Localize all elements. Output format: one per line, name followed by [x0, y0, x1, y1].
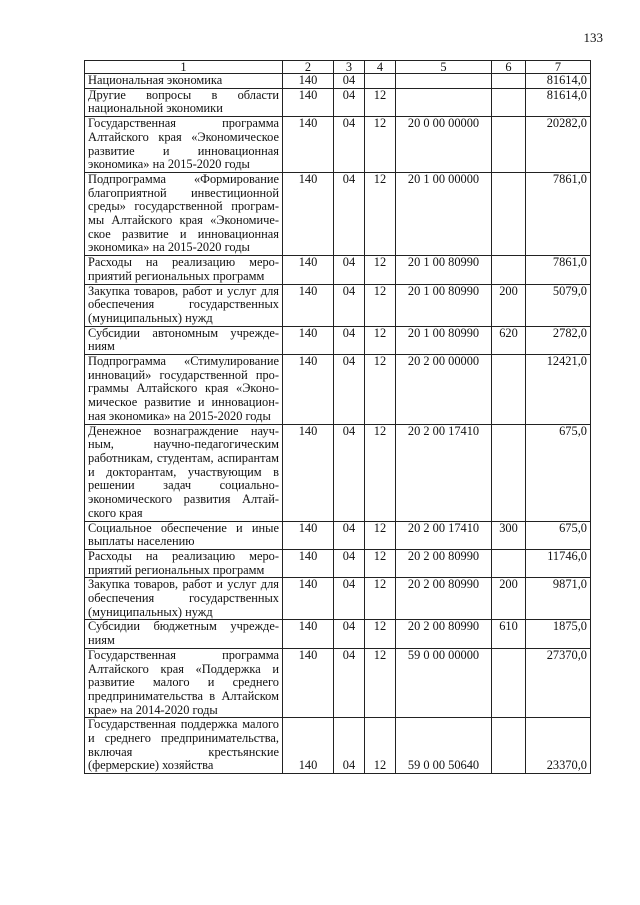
cell-sum: 9871,0	[526, 578, 591, 620]
cell-section: 04	[334, 117, 365, 173]
cell-section: 04	[334, 549, 365, 577]
table-row	[85, 521, 591, 549]
table-row	[85, 549, 591, 577]
cell-name: Подпрограмма «Формирование благоприятной инвестиционной среды» государственной программы Алтайского края «Экономическое развитие и инновационная экономика» на 2015-2020 годы	[85, 172, 283, 255]
cell-target: 59 0 00 50640	[396, 718, 492, 774]
table-row	[85, 326, 591, 354]
cell-expense-type	[492, 355, 526, 425]
cell-subsection	[365, 74, 396, 89]
cell-ministry: 140	[283, 355, 334, 425]
page-number: 133	[583, 30, 603, 45]
cell-expense-type: 300	[492, 521, 526, 549]
cell-sum: 20282,0	[526, 117, 591, 173]
cell-subsection: 12	[365, 326, 396, 354]
cell-name: Денежное вознаграждение научным, научно-педагогическим работникам, студентам, аспирантам и докторантам, участвующим в решении задач социально-экономического развития Алтайского края	[85, 424, 283, 521]
cell-expense-type	[492, 424, 526, 521]
cell-target: 20 2 00 80990	[396, 620, 492, 648]
cell-target: 20 2 00 80990	[396, 578, 492, 620]
cell-target: 20 2 00 17410	[396, 424, 492, 521]
cell-subsection: 12	[365, 88, 396, 116]
cell-expense-type	[492, 718, 526, 774]
cell-ministry: 140	[283, 718, 334, 774]
table-row	[85, 88, 591, 116]
cell-sum: 7861,0	[526, 256, 591, 284]
cell-sum: 7861,0	[526, 172, 591, 255]
cell-expense-type	[492, 74, 526, 89]
cell-sum: 2782,0	[526, 326, 591, 354]
cell-section: 04	[334, 326, 365, 354]
table-row	[85, 256, 591, 284]
cell-ministry: 140	[283, 326, 334, 354]
cell-target	[396, 88, 492, 116]
cell-name: Подпрограмма «Стимулирование инноваций» государственной программы Алтайского края «Экономическое развитие и инновационная экономика» на 2015-2020 годы	[85, 355, 283, 425]
table-row	[85, 620, 591, 648]
cell-subsection: 12	[365, 355, 396, 425]
cell-expense-type	[492, 648, 526, 718]
cell-sum: 1875,0	[526, 620, 591, 648]
cell-ministry: 140	[283, 256, 334, 284]
cell-target: 59 0 00 00000	[396, 648, 492, 718]
cell-section: 04	[334, 256, 365, 284]
cell-name: Государственная поддержка малого и среднего предпринимательства, включая крестьянские (фермерские) хозяйства	[85, 718, 283, 774]
column-header-target: 5	[396, 61, 492, 74]
table-header-row	[85, 61, 591, 74]
table-row	[85, 284, 591, 326]
cell-sum: 5079,0	[526, 284, 591, 326]
column-header-subsection: 4	[365, 61, 396, 74]
cell-sum: 81614,0	[526, 74, 591, 89]
cell-ministry: 140	[283, 74, 334, 89]
cell-section: 04	[334, 355, 365, 425]
cell-name: Национальная экономика	[85, 74, 283, 89]
cell-ministry: 140	[283, 117, 334, 173]
table-row	[85, 578, 591, 620]
cell-target	[396, 74, 492, 89]
cell-name: Государственная программа Алтайского края «Экономическое развитие и инновационная экономика» на 2015-2020 годы	[85, 117, 283, 173]
table-row	[85, 424, 591, 521]
cell-name: Закупка товаров, работ и услуг для обеспечения государственных (муниципальных) нужд	[85, 284, 283, 326]
cell-section: 04	[334, 718, 365, 774]
cell-target: 20 1 00 80990	[396, 284, 492, 326]
table-row	[85, 355, 591, 425]
cell-ministry: 140	[283, 578, 334, 620]
cell-sum: 12421,0	[526, 355, 591, 425]
cell-ministry: 140	[283, 88, 334, 116]
cell-subsection: 12	[365, 718, 396, 774]
table-row	[85, 117, 591, 173]
column-header-section: 3	[334, 61, 365, 74]
cell-subsection: 12	[365, 172, 396, 255]
table-row	[85, 74, 591, 89]
cell-name: Расходы на реализацию мероприятий региональных программ	[85, 256, 283, 284]
cell-expense-type	[492, 117, 526, 173]
cell-subsection: 12	[365, 284, 396, 326]
cell-subsection: 12	[365, 648, 396, 718]
cell-name: Расходы на реализацию мероприятий региональных программ	[85, 549, 283, 577]
cell-expense-type: 620	[492, 326, 526, 354]
cell-expense-type	[492, 172, 526, 255]
cell-ministry: 140	[283, 521, 334, 549]
cell-section: 04	[334, 620, 365, 648]
cell-subsection: 12	[365, 549, 396, 577]
cell-subsection: 12	[365, 578, 396, 620]
cell-ministry: 140	[283, 172, 334, 255]
cell-sum: 27370,0	[526, 648, 591, 718]
cell-name: Субсидии бюджетным учреждениям	[85, 620, 283, 648]
cell-subsection: 12	[365, 117, 396, 173]
cell-sum: 81614,0	[526, 88, 591, 116]
cell-expense-type: 200	[492, 578, 526, 620]
cell-target: 20 2 00 00000	[396, 355, 492, 425]
cell-expense-type	[492, 256, 526, 284]
cell-section: 04	[334, 578, 365, 620]
cell-section: 04	[334, 172, 365, 255]
cell-target: 20 1 00 80990	[396, 256, 492, 284]
cell-sum: 23370,0	[526, 718, 591, 774]
cell-section: 04	[334, 88, 365, 116]
cell-target: 20 2 00 17410	[396, 521, 492, 549]
cell-section: 04	[334, 648, 365, 718]
column-header-ministry: 2	[283, 61, 334, 74]
table-row	[85, 648, 591, 718]
cell-section: 04	[334, 74, 365, 89]
cell-target: 20 1 00 80990	[396, 326, 492, 354]
cell-ministry: 140	[283, 284, 334, 326]
budget-table	[84, 60, 591, 774]
cell-name: Государственная программа Алтайского края «Поддержка и развитие малого и среднего предпринимательства в Алтайском крае» на 2014-2020 годы	[85, 648, 283, 718]
cell-target: 20 2 00 80990	[396, 549, 492, 577]
cell-expense-type: 610	[492, 620, 526, 648]
cell-ministry: 140	[283, 549, 334, 577]
cell-target: 20 0 00 00000	[396, 117, 492, 173]
cell-section: 04	[334, 424, 365, 521]
cell-name: Другие вопросы в области национальной экономики	[85, 88, 283, 116]
cell-expense-type	[492, 88, 526, 116]
cell-expense-type	[492, 549, 526, 577]
cell-ministry: 140	[283, 620, 334, 648]
cell-ministry: 140	[283, 648, 334, 718]
table-row	[85, 172, 591, 255]
cell-sum: 675,0	[526, 424, 591, 521]
cell-sum: 675,0	[526, 521, 591, 549]
cell-subsection: 12	[365, 521, 396, 549]
table-body	[85, 74, 591, 774]
cell-sum: 11746,0	[526, 549, 591, 577]
column-header-expense-type: 6	[492, 61, 526, 74]
cell-target: 20 1 00 00000	[396, 172, 492, 255]
cell-subsection: 12	[365, 620, 396, 648]
cell-ministry: 140	[283, 424, 334, 521]
cell-subsection: 12	[365, 256, 396, 284]
cell-section: 04	[334, 284, 365, 326]
cell-expense-type: 200	[492, 284, 526, 326]
cell-subsection: 12	[365, 424, 396, 521]
column-header-name: 1	[85, 61, 283, 74]
cell-name: Субсидии автономным учреждениям	[85, 326, 283, 354]
cell-section: 04	[334, 521, 365, 549]
cell-name: Закупка товаров, работ и услуг для обеспечения государственных (муниципальных) нужд	[85, 578, 283, 620]
column-header-sum: 7	[526, 61, 591, 74]
cell-name: Социальное обеспечение и иные выплаты населению	[85, 521, 283, 549]
table-row	[85, 718, 591, 774]
